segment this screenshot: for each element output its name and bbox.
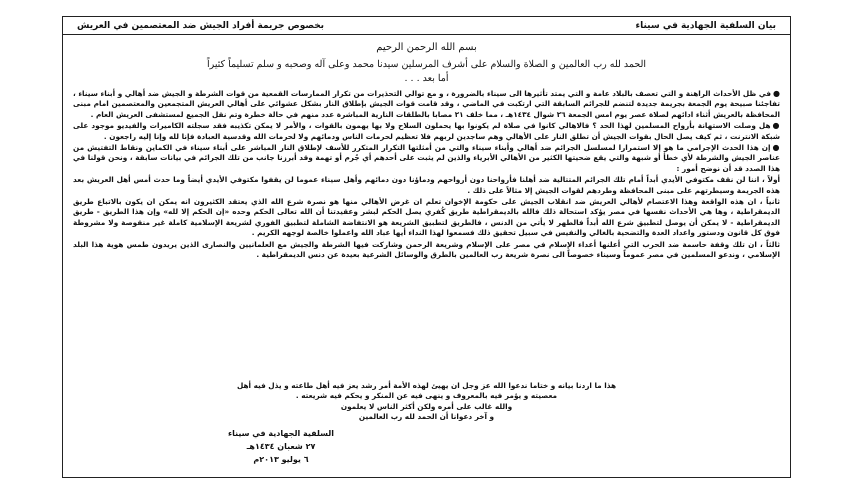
closing-line: هذا ما اردنا بيانه و ختاما ندعوا الله عز وجل ان يهيئ لهذه الأمة أمر رشد يعز فيه أهل طاعته و يذل فيه أهل [236, 381, 617, 390]
opening-line: الحمد لله رب العالمين و الصلاة والسلام على أشرف المرسلين سيدنا محمد وعلى آله وصحبه و سلم تسليماً كثيراً [206, 59, 647, 70]
paragraph [73, 143, 780, 174]
signature-name: السلفية الجهادية في سيناء [228, 429, 334, 438]
paragraph-text: في ظل الأحداث الراهنة و التي تعصف بالبلاد عامة و التي يمتد تأثيرها الى سيناء بالضرورة ، و مع توالي التحذيرات من تكرار الممارسات القمعية من قوات الشرطة و الجيش ضد أهالي و أبناء سيناء ، تفاجئنا صبيحة يوم الجمعة بجريمة جديدة لتنضم للجرائم السابقة التي ارتكبت في الماضي ، وقد قامت قوات الجيش بإطلاق النار بشكل عشوائي على أهالي العريش المتجمعين والمعتصمين امام مبنى المحافظة بالعريش أثناء ادائهم لصلاة عصر يوم امس الجمعة ٢٦ شوال ١٤٣٤هـ ، مما خلف ٢١ مصابا بالطلقات النارية المباشرة عدد منهم في حالة خطرة وتم نقل الجميع لمستشفى العريش العام . [73, 89, 780, 119]
header-title-left: بخصوص جريمة أفراد الجيش ضد المعتصمين في العريش [77, 20, 325, 31]
opening-line: أما بعد . . . [404, 73, 449, 84]
paragraph [73, 121, 780, 142]
gregorian-date: ٦ يوليو ٢٠١٣م [253, 455, 309, 464]
bullet-icon: ● [772, 143, 780, 153]
paragraph-text: إن هذا الحدث الإجرامي ما هو إلا استمرارا لمسلسل الجرائم ضد أهالي وأبناء سيناء والتي من أمثلتها التكرار المتكرر للأسف لإطلاق النار المباشر على أبناء سيناء في الكماين ونقاط التفتيش من عناصر الجيش والشرطة لأي خطأ أو شبهة والتي يقع ضحيتها الكثير من الأهالي الأبرياء والذين لم يثبت على أحدهم أي جُرم أو تهمة وقد أبرزنا جانب من تلك الجرائم في بيانات سابقة ، ونحن قولنا في هذا الصدد قد أن نوضح أمور : [73, 143, 780, 173]
document-header [63, 17, 790, 35]
closing-prayer [183, 381, 670, 423]
closing-line: و آخر دعوانا أن الحمد لله رب العالمين [358, 412, 495, 422]
hijri-date: ٢٧ شعبان ١٤٣٤هـ [246, 442, 316, 451]
paragraph [73, 89, 780, 120]
opening-praise [93, 58, 760, 86]
paragraph [73, 175, 780, 196]
bullet-icon: ● [773, 89, 780, 98]
closing-line: معصيته و يؤمر فيه بالمعروف و ينهى فيه عن المنكر و يحكم فيه شريعته . [295, 391, 558, 401]
paragraph [73, 240, 780, 261]
header-title-right: بيان السلفية الجهادية في سيناء [635, 20, 776, 31]
paragraph-text: ثالثاً ، ان تلك وقفة حاسمة ضد الحرب التي أعلنها أعداء الإسلام في مصر على الإسلام وشريعة الرحمن وشاركت فيها الشرطة والجيش مع العلمانيين والنصارى الذين يريدون طمس هوية هذا البلد الإسلامي ، وندعو المسلمين في مصر عموماً وسيناء خصوصاً الى نصرة شريعة رب العالمين بالطرق والوسائل الشرعية بعيدة عن دنس الديمقراطية . [73, 239, 780, 260]
paragraph-text: ثانياً ، ان هذه الواقعة وهذا الاعتصام لأهالي العريش ضد انقلاب الجيش على حكومة الإخوان تعلم ان غرض الأهالي منها هو نصرة شرع الله الذي يعتقد الكثيرون انه يمكن ان يكون بالاتباع طريق الديمقراطية ، وها هي الأحداث نفسها في مصر يؤكد استحالة ذلك فالله بالديمقراطية طريق كُفري يصل الحكم لبشر وعقيدتنا أن الله تعالى الحكم وحده «إن الحكم إلا لله» وإن هذا الطريق - طريق الديمقراطية - لا يمكن أن يوصل لتطبيق شرع الله أبداً فالطهر لا يأتي من الدنس ، فالطريق لتطبيق الشريعة هو الانتفاضة الشاملة لتطبيق الفوري لشريعة الإسلامية كاملة غير منقوصة ولا مشروطة فوق كل قانون ودستور واعداد العدة والتضحية بالغالي والنفيس في سبيل تحقيق ذلك فسمعوا لهذا النداء أيها عباد الله واعملوا خالصة لوجهه الكريم . [73, 197, 780, 238]
statement-body [73, 89, 780, 262]
closing-line: والله غالب على أمره ولكن أكثر الناس لا يعلمون [340, 401, 513, 411]
signature-block [228, 427, 334, 466]
paragraph-text: أولاً ، اننا لن نقف مكتوفي الأيدي أبداً أمام تلك الجرائم المتتالية ضد أهلنا فأرواحنا دون أرواحهم ودماؤنا دون دمائهم وأهل سيناء عموما لن يقفوا مكتوفي الأيدي أيضاً وما حدث أمس أهل العريش بعد هذه الجريمة وسيطرتهم على مبنى المحافظة وطردهم لقوات الجيش إلا مثالاً على ذلك . [73, 175, 780, 195]
basmala: بسم الله الرحمن الرحيم [376, 42, 477, 53]
paragraph-text: هل وصلت الاستهانة بأرواح المسلمين لهذا الحد ؟ فالاهالي كانوا في صلاة لم يكونوا بها يحملون السلاح ولا بها يهمون بالقوات ، والأمر لا يمكن تكذيبه فقد سجلته الكاميرات والفيديو موجود على شبكة الانترنت ، ثم كيف يصل الحال بقوات الجيش أن تطلق النار على الأهالي وهم ساجدين لربهم فلا تعظيم لحرمات الناس ودمائهم ولا لحرمات الله وقدسية العبادة فإنا لله وإنا إليه راجعون . [73, 121, 780, 141]
paragraph [73, 197, 780, 239]
bullet-icon: ● [772, 121, 780, 131]
document-frame [62, 16, 791, 478]
